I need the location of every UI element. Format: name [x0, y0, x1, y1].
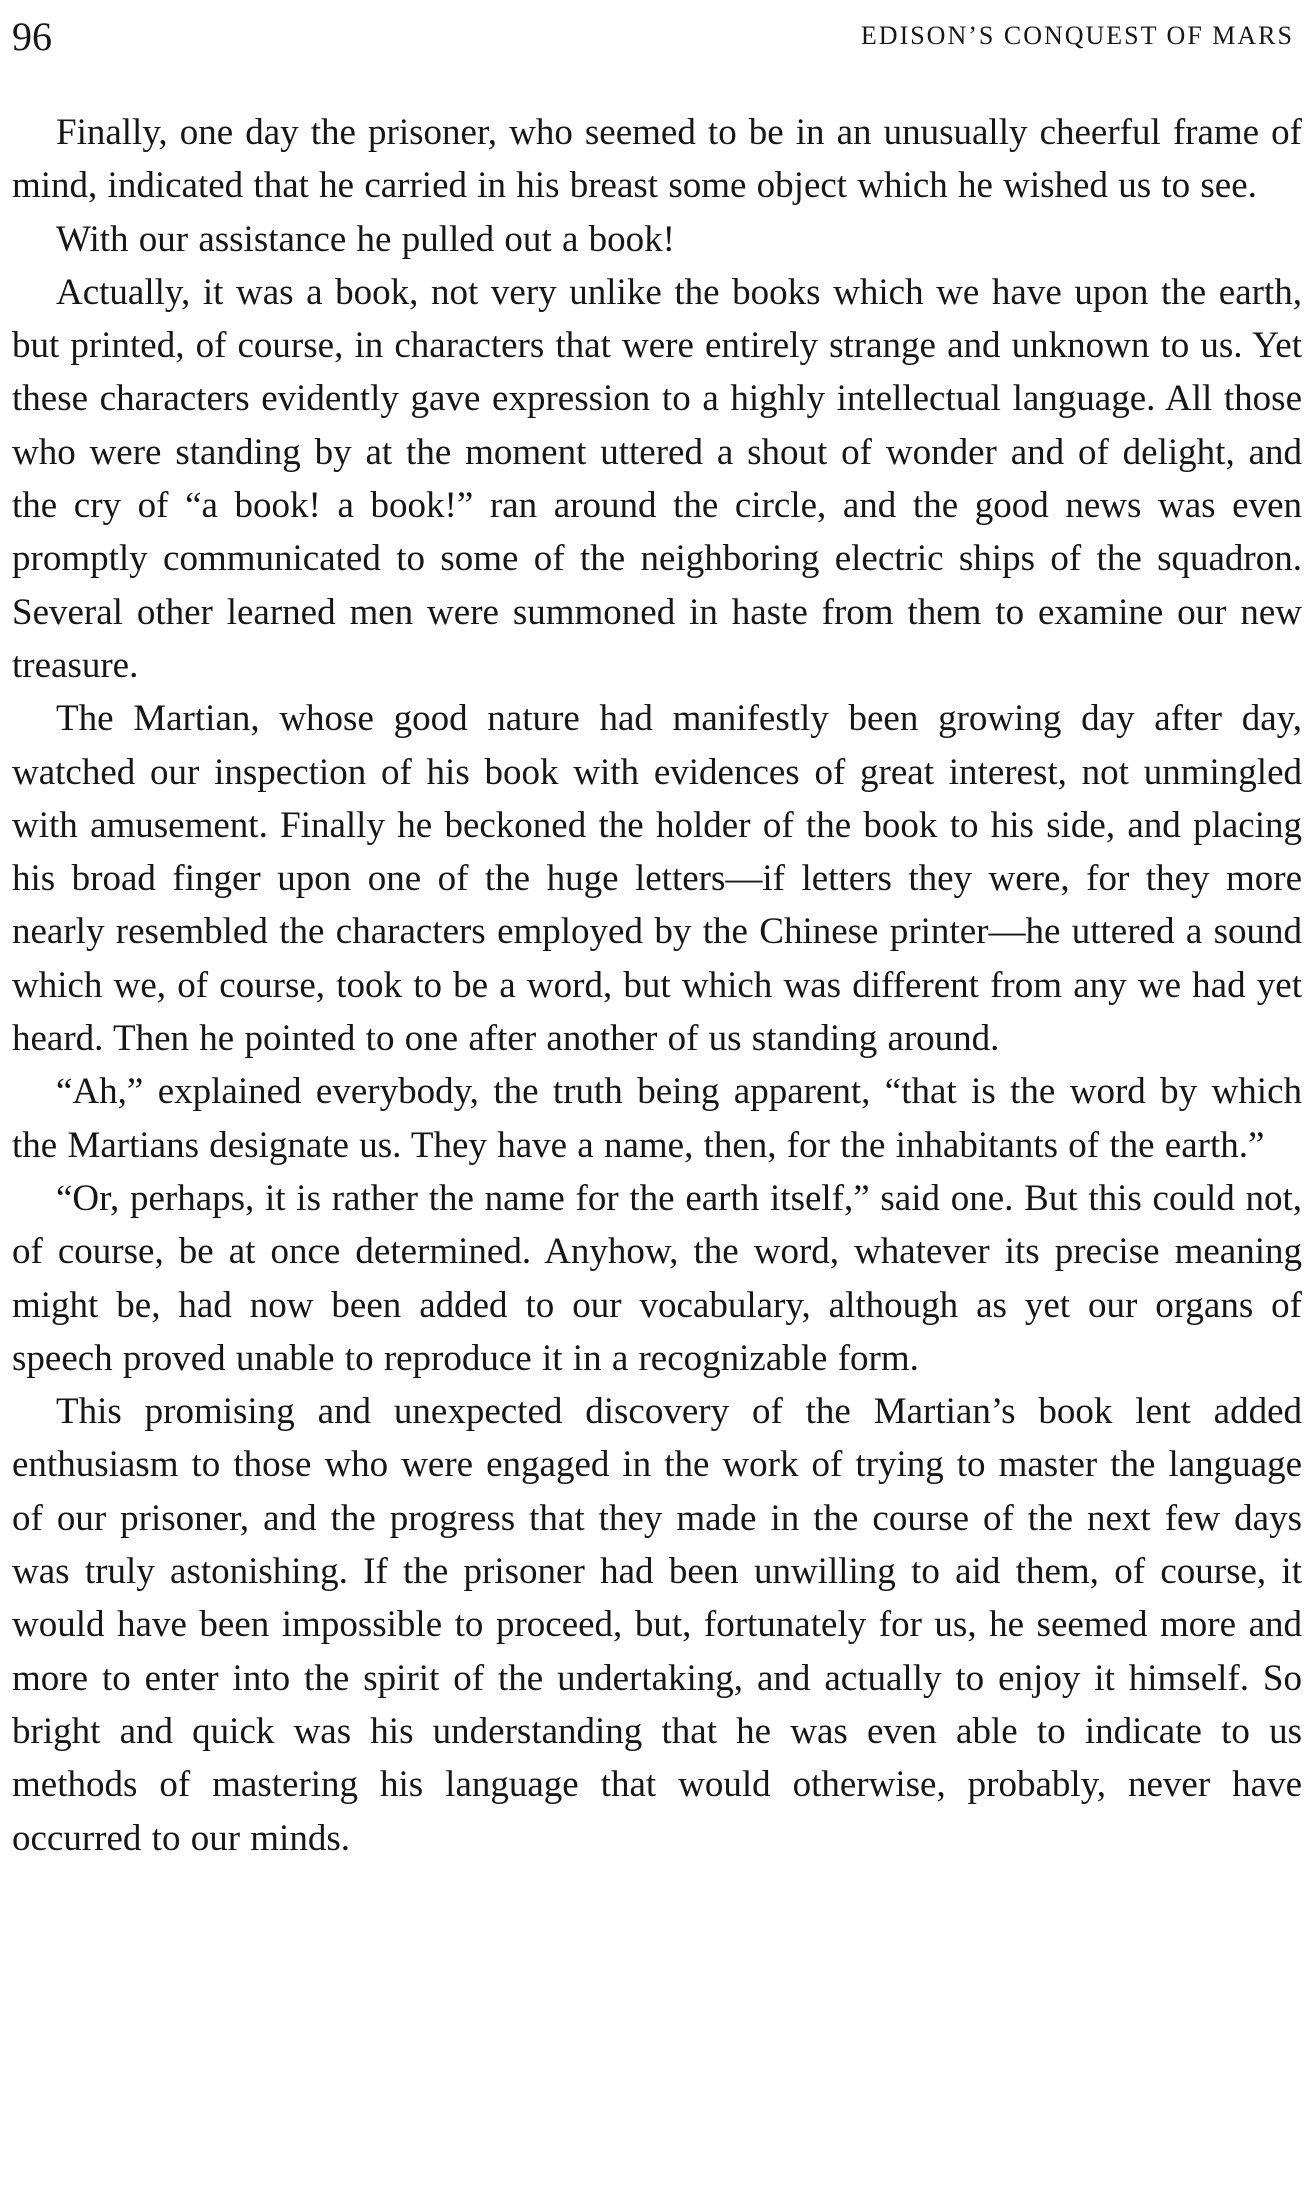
paragraph-book-pulled-out: With our assistance he pulled out a book!: [56, 218, 675, 260]
paragraph-name-for-earth: “Or, perhaps, it is rather the name for the earth itself,” said one. But this could not, of course, be at once determined. Anyhow, the word, whatever its precise meaning might be, had now been added to our vocabulary, although as yet our organs of speech proved unable to reproduce it in a recognizable form.: [12, 1177, 1302, 1379]
running-title: EDISON’S CONQUEST OF MARS: [860, 21, 1294, 50]
paragraph-language-progress: This promising and unexpected discovery of the Martian’s book lent added enthusiasm to those who were engaged in the work of trying to master the language of our prisoner, and the progress that they made in the course of the next few days was truly astonishing. If the prisoner had been unwilling to aid them, of course, it would have been impossible to proceed, but, fortunately for us, he seemed more and more to enter into the spirit of the undertaking, and actually to enjoy it himself. So bright and quick was his understanding that he was even able to indicate to us methods of mastering his language that would otherwise, probably, never have occurred to our minds.: [12, 1391, 1302, 1859]
paragraph-martian-word: The Martian, whose good nature had manifestly been growing day after day, watched our inspection of his book with evidences of great interest, not unmingled with amusement. Finally he beckoned the holder of the book to his side, and placing his broad finger upon one of the huge letters—if letters they were, for they more nearly resembled the characters employed by the Chinese printer—he uttered a sound which we, of course, took to be a word, but which was different from any we had yet heard. Then he pointed to one after another of us standing around.: [12, 698, 1302, 1060]
book-page: [12, 14, 1302, 1859]
body-text: [12, 106, 1302, 1865]
page-number: 96: [12, 14, 52, 59]
running-head: [12, 14, 1302, 64]
paragraph-book-description: Actually, it was a book, not very unlike the books which we have upon the earth, but printed, of course, in characters that were entirely strange and unknown to us. Yet these characters evidently gave expression to a highly intellectual language. All those who were standing by at the moment uttered a shout of wonder and of delight, and the cry of “a book! a book!” ran around the circle, and the good news was even promptly communicated to some of the neighboring electric ships of the squadron. Several other learned men were summoned in haste from them to examine our new treasure.: [12, 271, 1302, 686]
paragraph-name-for-us: “Ah,” explained everybody, the truth being apparent, “that is the word by which the Martians designate us. They have a name, then, for the inhabitants of the earth.”: [12, 1071, 1302, 1166]
paragraph-prisoner-object: Finally, one day the prisoner, who seemed to be in an unusually cheerful frame of mind, indicated that he carried in his breast some object which he wished us to see.: [12, 112, 1302, 207]
